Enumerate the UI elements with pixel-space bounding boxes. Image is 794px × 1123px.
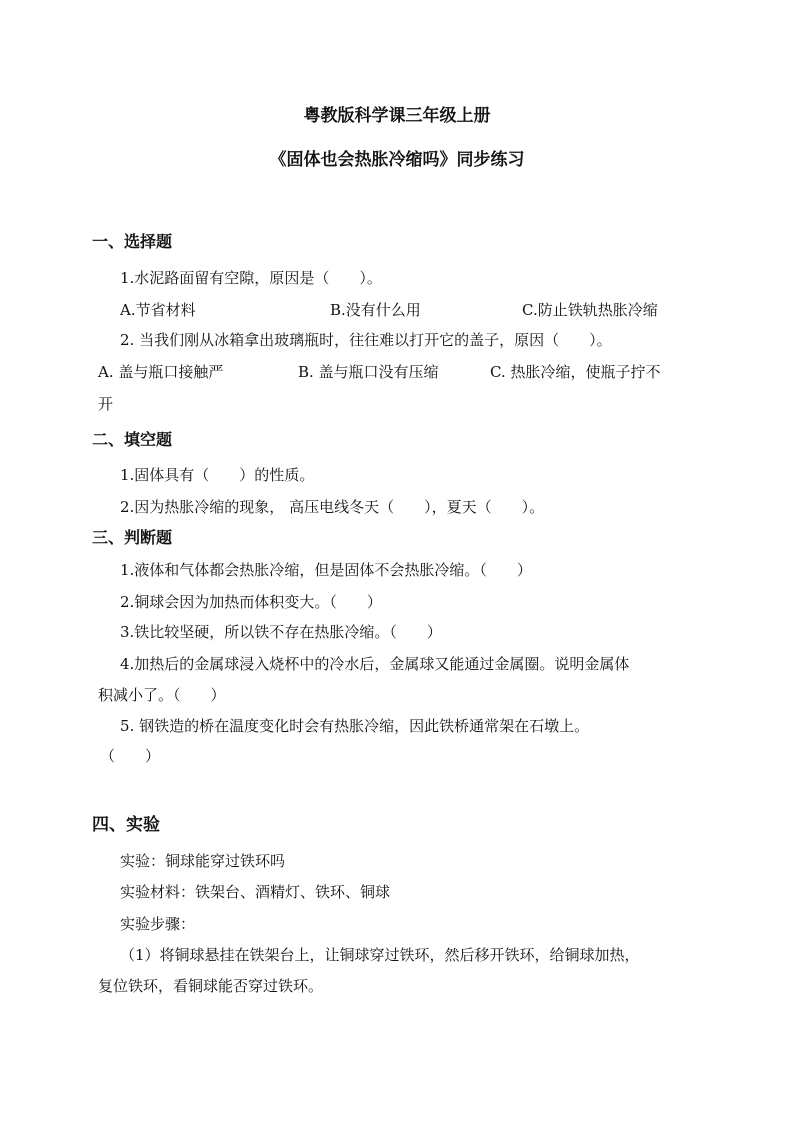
judge-q4-line1: 4.加热后的金属球浸入烧杯中的冷水后，金属球又能通过金属圈。说明金属体 (120, 655, 630, 673)
choice-q2-option-c-continued: 开 (98, 395, 114, 413)
experiment-step1-line1: （1）将铜球悬挂在铁架台上，让铜球穿过铁环，然后移开铁环，给铜球加热， (120, 946, 640, 964)
choice-q2-option-a: A. 盖与瓶口接触严 (98, 363, 224, 381)
judge-q5-line2: （ ） (100, 747, 161, 765)
document-title: 粤教版科学课三年级上册 (303, 106, 491, 126)
section-heading-true-false: 三、判断题 (92, 528, 173, 547)
judge-q2: 2.铜球会因为加热而体积变大。（ ） (120, 593, 382, 611)
choice-q1-option-a: A.节省材料 (120, 301, 196, 319)
judge-q5-line1: 5. 钢铁造的桥在温度变化时会有热胀冷缩，因此铁桥通常架在石墩上。 (120, 717, 590, 735)
document-subtitle: 《固体也会热胀冷缩吗》同步练习 (269, 150, 525, 170)
choice-q2-stem: 2. 当我们刚从冰箱拿出玻璃瓶时，往往难以打开它的盖子，原因（ ）。 (120, 331, 612, 349)
fill-q2: 2.因为热胀冷缩的现象， 高压电线冬天（ ），夏天（ ）。 (120, 498, 545, 516)
choice-q1-option-c: C.防止铁轨热胀冷缩 (522, 301, 658, 319)
choice-q2-option-b: B. 盖与瓶口没有压缩 (298, 363, 439, 381)
experiment-materials: 实验材料：铁架台、酒精灯、铁环、铜球 (120, 883, 391, 901)
section-heading-choice: 一、选择题 (92, 232, 173, 251)
choice-q2-option-c: C. 热胀冷缩，使瓶子拧不 (490, 363, 661, 381)
choice-q1-option-b: B.没有什么用 (330, 301, 421, 319)
experiment-steps-label: 实验步骤： (120, 915, 196, 933)
experiment-title: 实验：铜球能穿过铁环吗 (120, 852, 286, 870)
judge-q1: 1.液体和气体都会热胀冷缩，但是固体不会热胀冷缩。（ ） (120, 561, 532, 579)
experiment-step1-line2: 复位铁环，看铜球能否穿过铁环。 (98, 977, 324, 995)
section-heading-fill-blank: 二、填空题 (92, 430, 173, 449)
choice-q1-stem: 1.水泥路面留有空隙，原因是（ ）。 (120, 269, 382, 287)
judge-q3: 3.铁比较坚硬，所以铁不存在热胀冷缩。（ ） (120, 623, 442, 641)
section-heading-experiment: 四、实验 (92, 815, 160, 835)
fill-q1: 1.固体具有（ ）的性质。 (120, 466, 315, 484)
judge-q4-line2: 积减小了。（ ） (98, 686, 226, 704)
